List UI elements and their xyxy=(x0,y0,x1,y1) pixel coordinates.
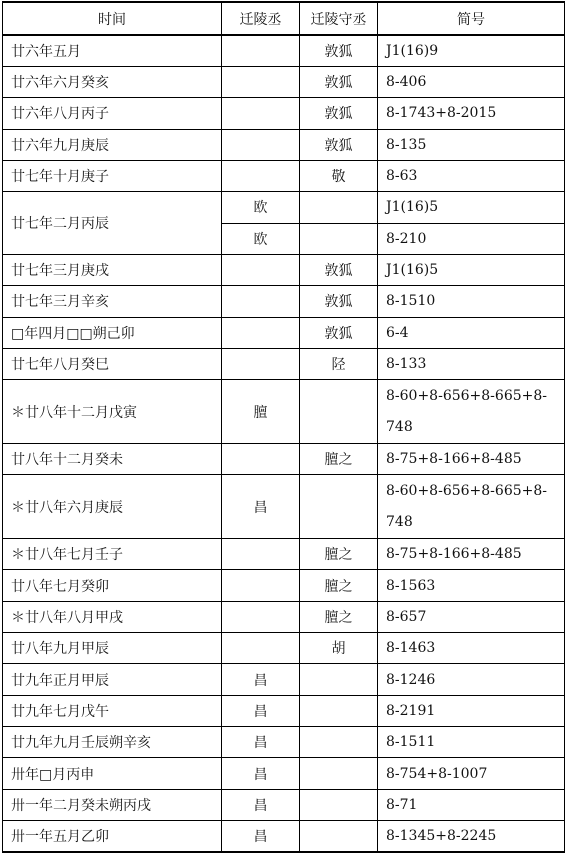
table-row xyxy=(3,633,565,664)
shou-cheng-cell: 敦狐 xyxy=(300,129,378,160)
shou-cheng-cell: 胡 xyxy=(300,633,378,664)
table-row xyxy=(3,727,565,758)
code-cell: 8-657 xyxy=(378,601,565,632)
code-cell: 8-754+8-1007 xyxy=(378,758,565,789)
table-row xyxy=(3,443,565,474)
shou-cheng-cell: 敦狐 xyxy=(300,286,378,317)
table-body xyxy=(3,35,565,852)
cheng-cell xyxy=(222,254,300,285)
time-cell: 廿九年正月甲辰 xyxy=(3,664,222,695)
cheng-cell xyxy=(222,633,300,664)
cheng-cell: 昌 xyxy=(222,758,300,789)
table-row xyxy=(3,380,565,444)
time-cell: 卅一年二月癸未朔丙戌 xyxy=(3,789,222,820)
shou-cheng-cell: 膻之 xyxy=(300,570,378,601)
table-row xyxy=(3,821,565,852)
cheng-cell: 欧 xyxy=(222,223,300,254)
cheng-cell xyxy=(222,129,300,160)
cheng-cell: 昌 xyxy=(222,475,300,539)
table-row xyxy=(3,789,565,820)
time-cell: □年四月□□朔己卯 xyxy=(3,317,222,348)
time-cell: ＊廿八年六月庚辰 xyxy=(3,475,222,539)
shou-cheng-cell: 敦狐 xyxy=(300,35,378,66)
shou-cheng-cell xyxy=(300,664,378,695)
code-cell: 8-75+8-166+8-485 xyxy=(378,443,565,474)
time-cell: 廿八年七月癸卯 xyxy=(3,570,222,601)
shou-cheng-cell: 膻之 xyxy=(300,601,378,632)
code-cell: 8-133 xyxy=(378,348,565,379)
code-cell: 8-1463 xyxy=(378,633,565,664)
table-row xyxy=(3,475,565,539)
time-cell: 廿七年十月庚子 xyxy=(3,160,222,191)
code-cell: J1(16)5 xyxy=(378,254,565,285)
shou-cheng-cell: 膻之 xyxy=(300,539,378,570)
time-cell: 廿八年九月甲辰 xyxy=(3,633,222,664)
cheng-cell xyxy=(222,443,300,474)
time-cell: ＊廿八年七月壬子 xyxy=(3,539,222,570)
time-cell: 廿七年八月癸巳 xyxy=(3,348,222,379)
time-cell: 廿九年九月壬辰朔辛亥 xyxy=(3,727,222,758)
shou-cheng-cell xyxy=(300,223,378,254)
code-cell: 6-4 xyxy=(378,317,565,348)
code-cell: 8-60+8-656+8-665+8-748 xyxy=(378,380,565,444)
cheng-cell xyxy=(222,570,300,601)
shou-cheng-cell xyxy=(300,758,378,789)
cheng-cell xyxy=(222,35,300,66)
shou-cheng-cell: 膻之 xyxy=(300,443,378,474)
cheng-cell: 昌 xyxy=(222,821,300,852)
cheng-cell: 昌 xyxy=(222,664,300,695)
code-cell: 8-60+8-656+8-665+8-748 xyxy=(378,475,565,539)
shou-cheng-cell xyxy=(300,821,378,852)
time-cell: 廿八年十二月癸未 xyxy=(3,443,222,474)
header-code: 简号 xyxy=(378,2,565,35)
shou-cheng-cell: 敦狐 xyxy=(300,66,378,97)
code-cell: 8-1563 xyxy=(378,570,565,601)
code-cell: 8-1743+8-2015 xyxy=(378,98,565,129)
table-row xyxy=(3,317,565,348)
shou-cheng-cell xyxy=(300,380,378,444)
table-row xyxy=(3,35,565,66)
code-cell: J1(16)9 xyxy=(378,35,565,66)
shou-cheng-cell: 敦狐 xyxy=(300,317,378,348)
shou-cheng-cell xyxy=(300,475,378,539)
cheng-cell xyxy=(222,160,300,191)
time-cell: 廿六年五月 xyxy=(3,35,222,66)
cheng-cell xyxy=(222,317,300,348)
table-row xyxy=(3,348,565,379)
table-row xyxy=(3,286,565,317)
code-cell: 8-1246 xyxy=(378,664,565,695)
time-cell: 廿七年二月丙辰 xyxy=(3,192,222,255)
time-cell: 廿六年九月庚辰 xyxy=(3,129,222,160)
code-cell: 8-1511 xyxy=(378,727,565,758)
table-row xyxy=(3,695,565,726)
table-row xyxy=(3,98,565,129)
shou-cheng-cell: 敬 xyxy=(300,160,378,191)
code-cell: 8-71 xyxy=(378,789,565,820)
shou-cheng-cell xyxy=(300,695,378,726)
code-cell: 8-406 xyxy=(378,66,565,97)
header-cheng: 迁陵丞 xyxy=(222,2,300,35)
table-row xyxy=(3,66,565,97)
table-row xyxy=(3,758,565,789)
time-cell: ＊廿八年十二月戊寅 xyxy=(3,380,222,444)
record-table xyxy=(2,1,565,853)
header-shou-cheng: 迁陵守丞 xyxy=(300,2,378,35)
table-row xyxy=(3,192,565,223)
table-row xyxy=(3,160,565,191)
table-row xyxy=(3,664,565,695)
shou-cheng-cell xyxy=(300,727,378,758)
shou-cheng-cell xyxy=(300,789,378,820)
table-row xyxy=(3,570,565,601)
cheng-cell: 欧 xyxy=(222,192,300,223)
time-cell: 廿七年三月辛亥 xyxy=(3,286,222,317)
code-cell: 8-1510 xyxy=(378,286,565,317)
time-cell: 卅一年五月乙卯 xyxy=(3,821,222,852)
code-cell: 8-2191 xyxy=(378,695,565,726)
code-cell: J1(16)5 xyxy=(378,192,565,223)
table-row xyxy=(3,601,565,632)
shou-cheng-cell: 敦狐 xyxy=(300,98,378,129)
time-cell: 廿六年八月丙子 xyxy=(3,98,222,129)
code-cell: 8-135 xyxy=(378,129,565,160)
header-time: 时间 xyxy=(3,2,222,35)
code-cell: 8-75+8-166+8-485 xyxy=(378,539,565,570)
time-cell: 廿七年三月庚戌 xyxy=(3,254,222,285)
cheng-cell xyxy=(222,601,300,632)
code-cell: 8-210 xyxy=(378,223,565,254)
code-cell: 8-1345+8-2245 xyxy=(378,821,565,852)
cheng-cell xyxy=(222,539,300,570)
table-row xyxy=(3,129,565,160)
cheng-cell: 昌 xyxy=(222,727,300,758)
table-header xyxy=(3,2,565,35)
cheng-cell xyxy=(222,348,300,379)
cheng-cell xyxy=(222,98,300,129)
cheng-cell: 昌 xyxy=(222,695,300,726)
shou-cheng-cell: 陉 xyxy=(300,348,378,379)
table-row xyxy=(3,539,565,570)
time-cell: ＊廿八年八月甲戌 xyxy=(3,601,222,632)
time-cell: 廿九年七月戊午 xyxy=(3,695,222,726)
table-row xyxy=(3,254,565,285)
shou-cheng-cell xyxy=(300,192,378,223)
cheng-cell xyxy=(222,286,300,317)
time-cell: 廿六年六月癸亥 xyxy=(3,66,222,97)
shou-cheng-cell: 敦狐 xyxy=(300,254,378,285)
code-cell: 8-63 xyxy=(378,160,565,191)
cheng-cell: 膻 xyxy=(222,380,300,444)
cheng-cell xyxy=(222,66,300,97)
time-cell: 卅年□月丙申 xyxy=(3,758,222,789)
cheng-cell: 昌 xyxy=(222,789,300,820)
